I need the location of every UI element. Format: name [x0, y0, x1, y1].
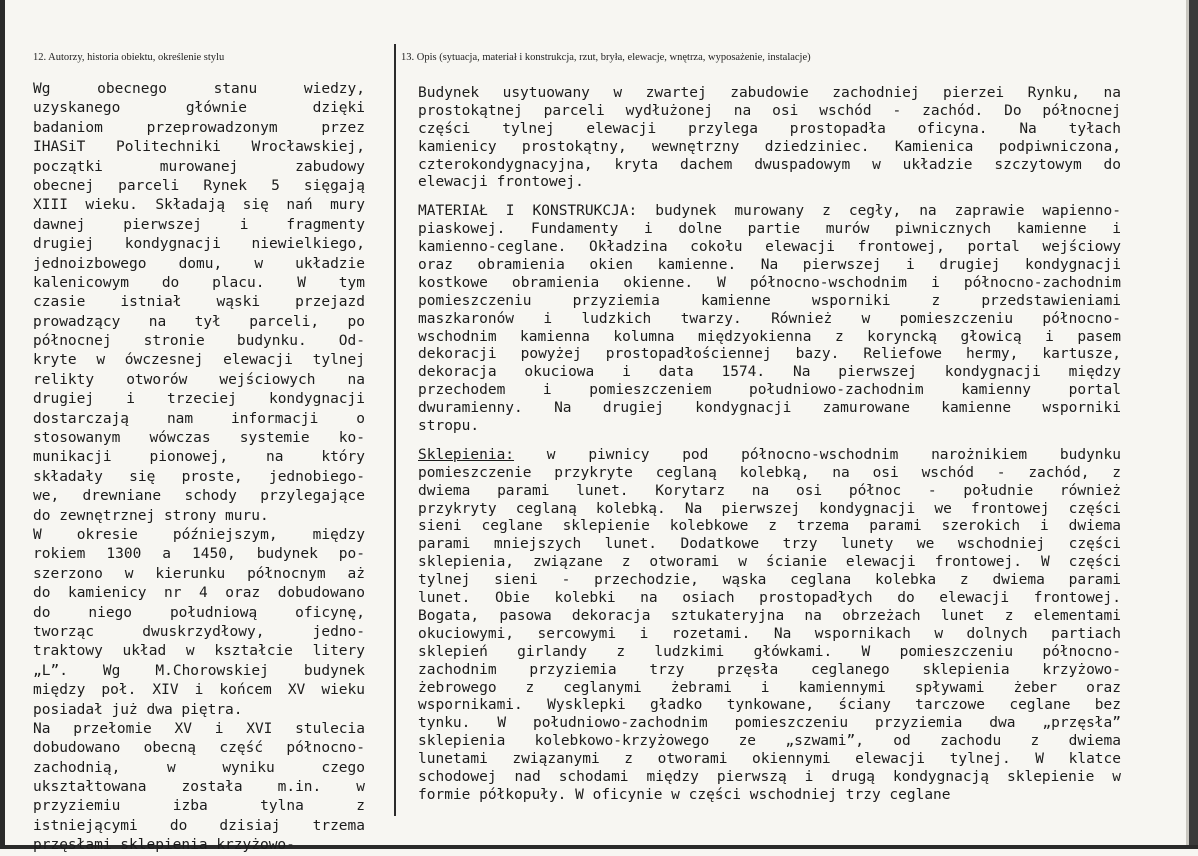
text-line: czasie istniał wąski przejazd	[33, 294, 365, 311]
text-line: drugiej kondygnacji niewielkiego,	[33, 236, 365, 253]
text-line: żebrowego z ceglanymi żebrami i kamiennymi spływami żeber oraz	[418, 679, 1121, 696]
column-divider	[394, 44, 396, 816]
text-line: do niego południową oficynę,	[33, 604, 365, 621]
text-line: formie półkopuły. W oficynie w części wschodniej trzy ceglane	[418, 786, 951, 803]
text-line: stosowanym wówczas systemie ko-	[33, 430, 365, 447]
text-line: lunetami związanymi z otworami okiennymi elewacji tylnej. W klatce	[418, 751, 1121, 768]
text-line: dawnej pierwszej i fragmenty	[33, 216, 365, 233]
text-line: posiadał już dwa piętra.	[33, 701, 243, 718]
text-line: parami mniejszych lunet. Dodatkowe trzy lunety we wschodniej części	[418, 536, 1121, 553]
text-line: relikty otworów wejściowych na	[33, 371, 365, 388]
text-line: dwiema parami lunet. Korytarz na osi północ - południe również	[418, 482, 1121, 499]
paragraph-vaults	[418, 447, 1121, 805]
text-line: szerzono w kierunku północnym aż	[33, 565, 365, 582]
vaults-first-line-text: w piwnicy pod północno-wschodnim narożnikiem budynku	[514, 446, 1121, 463]
text-line: schodowej nad schodami między pierwszą i drugą kondygnacją sklepienie w	[418, 768, 1121, 785]
text-line: kryte w ówczesnej elewacji tylnej	[33, 352, 365, 369]
text-line: „L”. Wg M.Chorowskiej budynek	[33, 662, 365, 679]
text-line: sieni ceglane sklepienie kolebkowe z trzema parami szerokich i dwiema	[418, 518, 1121, 535]
text-line: między poł. XIV i końcem XV wieku	[33, 682, 365, 699]
text-line: zachodnią, w wyniku czego	[33, 759, 365, 776]
text-line: badaniom przeprowadzonym przez	[33, 119, 365, 136]
text-line: obecnej parceli Rynek 5 sięgają	[33, 177, 365, 194]
text-line: ukształtowana została m.in. w	[33, 779, 365, 796]
paragraph-location	[418, 85, 1121, 192]
history-column	[33, 80, 365, 856]
text-line: MATERIAŁ I KONSTRUKCJA: budynek murowany z cegły, na zaprawie wapienno-	[418, 203, 1121, 220]
text-line: tylnej sieni - przechodzie, wąska ceglana kolebka z dwiema parami	[418, 572, 1121, 589]
paragraph-gap	[418, 192, 1121, 203]
text-line: wspornikami. Wysklepki gładko tynkowane, ściany tarczowe ceglane bez	[418, 697, 1121, 714]
text-line: sklepienia, związane z otworami w ścianie elewacji frontowej. W części	[418, 554, 1121, 571]
text-line: dekoracji powyżej prostopadłościennej bazy. Reliefowe hermy, kartusze,	[418, 346, 1121, 363]
text-line: kamienicy prostokątny, wewnętrzny dziedziniec. Kamienica podpiwniczona,	[418, 138, 1121, 155]
text-line: przykryty ceglaną kolebką. Na pierwszej kondygnacji we frontowej części	[418, 500, 1121, 517]
text-line: XIII wieku. Składają się nań mury	[33, 197, 365, 214]
text-line: stropu.	[418, 418, 480, 435]
scan-edge-left	[0, 0, 5, 849]
text-line: kalenicowym do placu. W tym	[33, 274, 365, 291]
paragraph-gap	[418, 436, 1121, 447]
text-line: Bogata, pasowa dekoracja sztukateryjna na obrzeżach lunet z elementami	[418, 607, 1121, 624]
text-line: dekoracja okuciowa i data 1574. Na pierwszej kondygnacji między	[418, 364, 1121, 381]
text-line: Budynek usytuowany w zwartej zabudowie zachodniej pierzei Rynku, na	[418, 85, 1121, 101]
text-line: do kamienicy nr 4 oraz dobudowano	[33, 585, 365, 602]
text-line: części tylnej elewacji przylega prostopadła oficyna. Na tyłach	[418, 120, 1121, 137]
text-line: sklepienia kolebkowo-krzyżowego ze „szwami”, od zachodu z dwiema	[418, 733, 1121, 750]
text-line: oraz obramienia okien kamienne. Na pierwszej i drugiej kondygnacji	[418, 257, 1121, 274]
text-line: północnej stronie budynku. Od-	[33, 333, 365, 350]
text-line: uzyskanego głównie dzięki	[33, 100, 365, 117]
text-line: dostarczają nam informacji o	[33, 410, 365, 427]
text-line: Na przełomie XV i XVI stulecia	[33, 720, 365, 737]
scan-edge-right	[1189, 0, 1198, 849]
text-line: okuciowymi, sercowymi i rozetami. Na wspornikach w dolnych partiach	[418, 625, 1121, 642]
text-line: prowadzący na tył parceli, po	[33, 313, 365, 330]
text-line: przęsłami sklepienia krzyżowo-	[33, 837, 295, 854]
text-line: W okresie późniejszym, między	[33, 526, 365, 543]
text-line: tynku. W południowo-zachodnim pomieszczeniu przyziemia dwa „przęsła”	[418, 715, 1121, 732]
text-line: składały się proste, jednobiego-	[33, 468, 365, 485]
text-line: munikacji pionowej, na który	[33, 449, 365, 466]
text-line: elewacji frontowej.	[418, 174, 584, 191]
text-line: Wg obecnego stanu wiedzy,	[33, 81, 365, 97]
text-line: dobudowano obecną część północno-	[33, 740, 365, 757]
text-line: drugiej i trzeciej kondygnacji	[33, 391, 365, 408]
text-line: dwuramienny. Na drugiej kondygnacji zamurowane kamienne wsporniki	[418, 400, 1121, 417]
text-line: kostkowe obramienia okienne. W północno-wschodnim i północno-zachodnim	[418, 274, 1121, 291]
text-line: IHASiT Politechniki Wrocławskiej,	[33, 139, 365, 156]
vaults-heading: Sklepienia:	[418, 446, 515, 463]
text-line: rokiem 1300 a 1450, budynek po-	[33, 546, 365, 563]
description-column	[418, 85, 1121, 805]
text-line: maszkaronów i ludzkich twarzy. Również w pomieszczeniu północno-	[418, 310, 1121, 327]
text-line: traktowy układ w kształcie litery	[33, 643, 365, 660]
section-header-12: 12. Autorzy, historia obiektu, określenie stylu	[33, 52, 225, 63]
text-line: lunet. Obie kolebki na osiach prostopadłych do elewacji frontowej.	[418, 590, 1121, 607]
text-line: przechodem i pomieszczeniem południowo-zachodnim kamienny portal	[418, 382, 1121, 399]
text-line: przyziemiu izba tylna z	[33, 798, 365, 815]
section-header-13: 13. Opis (sytuacja, materiał i konstrukcja, rzut, bryła, elewacje, wnętrza, wyposażenie, instalacje)	[401, 52, 811, 63]
text-line: pomieszczeniu przyziemia kamienne wsporniki z przedstawieniami	[418, 292, 1121, 309]
text-line: prostokątnej parceli wydłużonej na osi wschód - zachód. Do północnej	[418, 102, 1121, 119]
text-line: jednoizbowego domu, w układzie	[33, 255, 365, 272]
text-line: pomieszczenie przykryte ceglaną kolebką, na osi wschód - zachód, z	[418, 464, 1121, 481]
text-line: kamienno-ceglane. Okładzina cokołu elewacji frontowej, portal wejściowy	[418, 239, 1121, 256]
text-line: piaskowej. Fundamenty i dolne partie murów piwnicznych kamienne i	[418, 221, 1121, 238]
text-line: do zewnętrznej strony muru.	[33, 507, 269, 524]
text-line: tworząc dwuskrzydłowy, jedno-	[33, 623, 365, 640]
text-line	[418, 447, 1121, 465]
text-line: istniejącymi do dzisiaj trzema	[33, 817, 365, 834]
text-line: czterokondygnacyjna, kryta dachem dwuspadowym w układzie szczytowym do	[418, 156, 1121, 173]
text-line: początki murowanej zabudowy	[33, 158, 365, 175]
text-line: sklepień girlandy z ludzkimi główkami. W pomieszczeniu północno-	[418, 643, 1121, 660]
text-line: we, drewniane schody przylegające	[33, 488, 365, 505]
text-line: wschodnim kamienna kolumna międzyokienna z koryncką głowicą i pasem	[418, 328, 1121, 345]
text-line: zachodnim przyziemia trzy przęsła ceglanego sklepienia krzyżowo-	[418, 661, 1121, 678]
paragraph-material	[418, 203, 1121, 436]
